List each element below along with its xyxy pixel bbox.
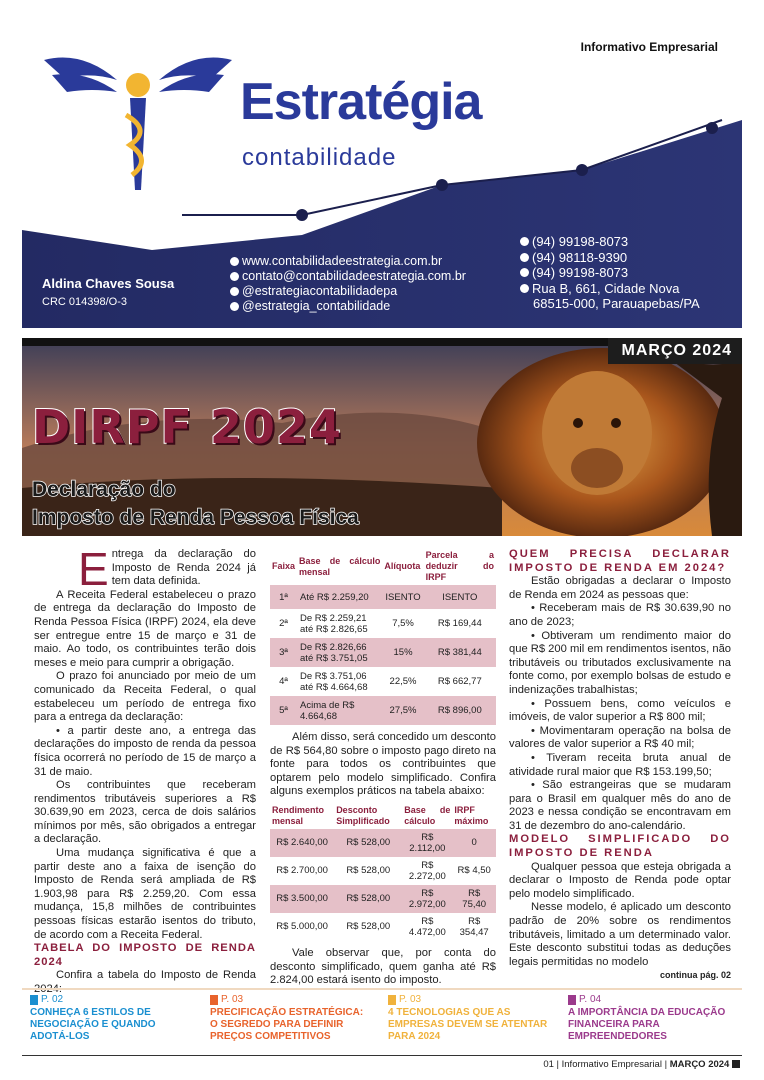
location-icon — [520, 284, 529, 293]
subtitle-line-2: Imposto de Renda Pessoa Física — [32, 506, 359, 529]
teaser-page: P. 04 — [579, 994, 602, 1005]
whatsapp-icon — [520, 268, 529, 277]
table-header: Base de cálculo — [404, 804, 451, 826]
bottom-rule — [22, 1055, 742, 1056]
section-heading: TABELA DO IMPOSTO DE RENDA 2024 — [34, 942, 256, 968]
email-icon — [230, 272, 239, 281]
teaser-title: CONHEÇA 6 ESTILOS DE NEGOCIAÇÃO E QUANDO ADOTÁ-LOS — [30, 1007, 156, 1042]
paragraph: Nesse modelo, é aplicado um desconto padrão de 20% sobre os rendimentos tributáveis, limitado a um determinado valor. Este desconto substitui todas as deduções legais permitidas no modelo — [509, 901, 731, 968]
paragraph: • a partir deste ano, a entrega das declarações do imposto de renda da pessoa física ocorrerá no período de 15 de março a 31 de maio. — [34, 724, 256, 778]
table-cell: De R$ 2.259,21 até R$ 2.826,65 — [300, 612, 368, 635]
simplified-discount-table — [270, 803, 496, 941]
brand-name: Estratégia — [240, 73, 482, 131]
article-column-3 — [509, 548, 731, 983]
bullet-item: • São estrangeiras que se mudaram para o Brasil em qualquer mês do ano de 2023 e nessa condição se encontravam em 31 de dezembro do ano-calendário. — [509, 779, 731, 832]
table-cell: R$ 169,44 — [437, 618, 482, 629]
table-cell: 1ª — [279, 591, 288, 603]
table-cell: R$ 4,50 — [457, 865, 491, 877]
table-row — [270, 609, 496, 638]
table-header: Base de cálculo mensal — [299, 555, 381, 577]
kicker: Informativo Empresarial — [580, 40, 718, 54]
table-header: Desconto Simplificado — [336, 804, 390, 826]
paragraph: Além disso, será concedido um desconto de R$ 564,80 sobre o imposto pago direto na fonte para todos os contribuintes que optarem pelo modelo simplificado. Confira alguns exemplos práticos na tabela abaixo: — [270, 731, 496, 798]
intro-text: ntrega da declaração do Imposto de Renda 2024 já tem data definida. — [111, 548, 256, 588]
paragraph: O prazo foi anunciado por meio de um comunicado da Receita Federal, o qual estabeleceu um período de entrega fixo para a entrega da declaração: — [34, 670, 256, 724]
table-row — [270, 829, 496, 857]
teaser-page: P. 02 — [41, 994, 64, 1005]
whatsapp-icon — [520, 253, 529, 262]
article-column-1 — [34, 543, 256, 997]
phone-1: (94) 99198-8073 — [532, 234, 629, 249]
table-cell: ISENTO — [442, 591, 478, 603]
teaser-4[interactable] — [568, 994, 728, 1043]
bullet-item: • Movimentaram operação na bolsa de valores de valor superior a R$ 40 mil; — [509, 724, 731, 751]
table-cell: R$ 662,77 — [437, 676, 482, 687]
table-header: Parcela a deduzir do IRPF — [425, 550, 494, 582]
header — [22, 20, 742, 328]
teaser-2[interactable] — [210, 994, 370, 1043]
table-row — [270, 885, 496, 913]
teaser-title: PRECIFICAÇÃO ESTRATÉGICA: O SEGREDO PARA DEFINIR PREÇOS COMPETITIVOS — [210, 1007, 364, 1042]
teaser-title: 4 TECNOLOGIAS QUE AS EMPRESAS DEVEM SE ATENTAR PARA 2024 — [388, 1007, 548, 1042]
table-cell: 27,5% — [389, 705, 417, 716]
contact-phones — [520, 234, 700, 312]
paragraph: Os contribuintes que receberam rendimentos tributáveis superiores a R$ 30.639,90 em 2023, cerca de dois salários mínimos por mês, são obrigados a entregar a declaração. — [34, 779, 256, 846]
section-heading: MODELO SIMPLIFICADO DO IMPOSTO DE RENDA — [509, 833, 731, 860]
table-row — [270, 913, 496, 941]
page-marker-icon — [568, 995, 576, 1005]
teaser-page: P. 03 — [399, 994, 422, 1005]
page-footer — [543, 1059, 740, 1070]
table-row — [270, 696, 496, 725]
phone-2: (94) 98118-9390 — [532, 249, 628, 265]
article-column-2 — [270, 548, 496, 988]
table-cell: R$ 75,40 — [462, 887, 487, 910]
table-cell: 22,5% — [389, 676, 417, 687]
table-cell: De R$ 2.826,66 até R$ 3.751,05 — [300, 641, 368, 664]
paragraph: Qualquer pessoa que esteja obrigada a declarar o Imposto de Renda pode optar pelo modelo simplificado. — [509, 860, 731, 900]
table-cell: R$ 5.000,00 — [276, 921, 328, 933]
table-cell: 4ª — [279, 676, 288, 687]
brand-subtitle: contabilidade — [242, 144, 397, 171]
person-name: Aldina Chaves Sousa — [42, 276, 175, 291]
paragraph: Confira a tabela do Imposto de Renda — [56, 969, 256, 982]
footer-divider — [22, 988, 742, 990]
phone-icon — [520, 237, 529, 246]
instagram-link[interactable]: @estrategia_contabilidade — [242, 299, 391, 313]
table-cell: Acima de R$ 4.664,68 — [300, 699, 355, 722]
table-cell: 15% — [393, 647, 413, 658]
table-cell: De R$ 3.751,06 até R$ 4.664,68 — [300, 670, 368, 693]
page-marker-icon — [732, 1060, 740, 1068]
cover-banner — [22, 338, 742, 536]
drop-cap: E — [78, 543, 109, 595]
table-cell: R$ 381,44 — [437, 647, 482, 658]
table-cell: R$ 4.472,00 — [408, 915, 446, 938]
website-link[interactable]: www.contabilidadeestrategia.com.br — [242, 254, 443, 268]
table-cell: R$ 3.500,00 — [276, 893, 328, 905]
bullet-item: • Possuem bens, como veículos e imóveis, de valor superior a R$ 800 mil; — [509, 697, 731, 724]
person-crc: CRC 014398/O-3 — [42, 296, 127, 308]
paragraph: Vale observar que, por conta do desconto simplificado, quem ganha até R$ 2.824,00 estará isento do imposto. — [270, 946, 496, 987]
globe-icon — [230, 257, 239, 266]
teaser-title: A IMPORTÂNCIA DA EDUCAÇÃO FINANCEIRA PARA EMPREENDEDORES — [568, 1007, 726, 1042]
address-line-1: Rua B, 661, Cidade Nova — [532, 280, 680, 296]
table-cell: R$ 528,00 — [346, 865, 391, 877]
table-cell: 3ª — [279, 647, 288, 658]
table-cell: R$ 528,00 — [346, 837, 391, 849]
table-cell: Até R$ 2.259,20 — [300, 591, 369, 603]
paragraph: A Receita Federal estabeleceu o prazo de entrega da declaração do Imposto de Renda Pessoa Física (IRPF) 2024, ela deve ser entregue entre 15 de março e 31 de maio. Ao todo, os contribuintes terão dois meses e meio para cumprir a obrigação. — [34, 588, 256, 669]
table-cell: 0 — [471, 837, 477, 849]
address-line-2: 68515-000, Parauapebas/PA — [533, 296, 700, 311]
table-row — [270, 638, 496, 667]
facebook-link[interactable]: @estrategiacontabilidadepa — [242, 284, 398, 298]
table-cell: R$ 528,00 — [346, 893, 391, 905]
subtitle-line-1: Declaração do — [32, 478, 176, 501]
table-cell: R$ 2.640,00 — [276, 837, 328, 849]
footer-month: MARÇO 2024 — [669, 1059, 730, 1070]
table-cell: R$ 354,47 — [459, 915, 489, 938]
main-title: DIRPF 2024 — [32, 400, 342, 454]
table-header: Faixa — [272, 561, 296, 571]
table-cell: R$ 896,00 — [437, 705, 482, 716]
page-number: 01 | Informativo Empresarial | — [543, 1059, 668, 1070]
issue-month: MARÇO 2024 — [608, 338, 742, 364]
bullet-item: • Receberam mais de R$ 30.639,90 no ano de 2023; — [509, 602, 731, 628]
contact-web — [230, 254, 466, 314]
table-header: Alíquota — [384, 561, 421, 571]
page-marker-icon — [30, 995, 38, 1005]
table-row — [270, 585, 496, 609]
table-cell: 2ª — [279, 618, 288, 629]
page-marker-icon — [210, 995, 218, 1005]
page-marker-icon — [388, 995, 396, 1005]
table-row — [270, 667, 496, 696]
table-row — [270, 857, 496, 885]
tax-bracket-table — [270, 548, 496, 725]
teaser-3[interactable] — [388, 994, 548, 1043]
table-header: Rendimento mensal — [272, 804, 325, 826]
table-cell: R$ 2.112,00 — [409, 831, 446, 854]
teaser-1[interactable] — [30, 994, 190, 1043]
email-link[interactable]: contato@contabilidadeestrategia.com.br — [242, 269, 466, 283]
table-cell: 7,5% — [392, 618, 414, 629]
table-cell: R$ 528,00 — [346, 921, 391, 933]
table-cell: R$ 2.272,00 — [408, 859, 446, 882]
table-cell: 5ª — [279, 705, 288, 716]
table-cell: R$ 2.972,00 — [408, 887, 446, 910]
continue-link[interactable]: continua pág. 02 — [659, 970, 731, 981]
paragraph: Estão obrigadas a declarar o Imposto de Renda em 2024 as pessoas que: — [509, 575, 731, 601]
table-cell: ISENTO — [385, 591, 421, 603]
bullet-item: • Obtiveram um rendimento maior do que R$ 200 mil em rendimentos isentos, não tributáveis ou tributados exclusivamente na fonte como, por exemplo bolsas de estudo e indenizações trabalhistas; — [509, 629, 732, 696]
instagram-icon — [230, 302, 239, 311]
phone-3: (94) 99198-8073 — [532, 265, 629, 280]
bullet-item: • Tiveram receita bruta anual de atividade rural maior que R$ 153.199,50; — [509, 751, 731, 778]
teaser-page: P. 03 — [221, 994, 244, 1005]
section-heading: QUEM PRECISA DECLARAR IMPOSTO DE RENDA EM 2024? — [509, 548, 731, 574]
paragraph: Uma mudança significativa é que a partir deste ano a faixa de isenção do Imposto de Renda será ampliada de R$ 1.903,98 para R$ 2.259,20. Com essa mudança, 15,8 milhões de contribuintes pessoas físicas estarão isentos do tributo, de acordo com a Receita Federal. — [34, 847, 256, 941]
table-cell: R$ 2.700,00 — [276, 865, 328, 877]
facebook-icon — [230, 287, 239, 296]
table-header: IRPF máximo — [454, 804, 489, 826]
